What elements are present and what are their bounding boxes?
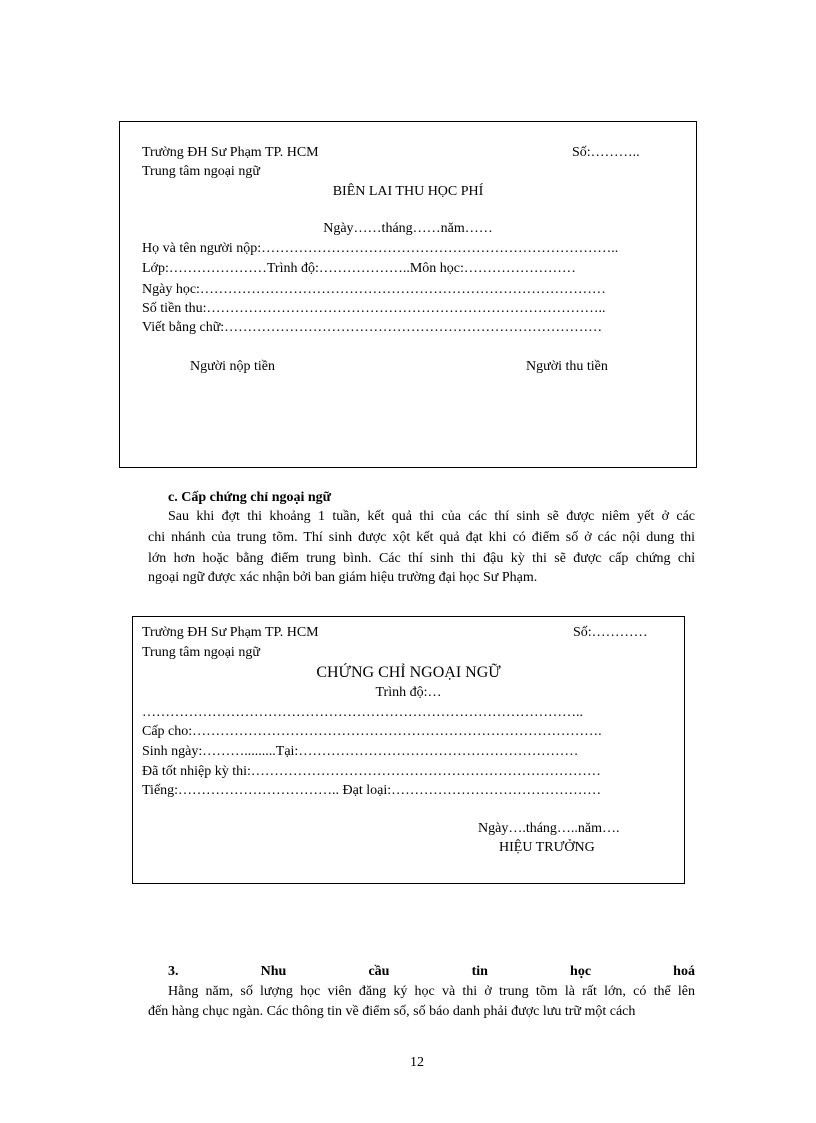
section-c-line-1: Sau khi đợt thi khoảng 1 tuần, kết quả thi của các thí sinh sẽ được niêm yết ở các — [168, 509, 695, 524]
cert-date: Ngày….tháng…..năm…. — [478, 821, 620, 836]
section-3-heading-word: cầu — [368, 964, 390, 979]
certificate-form — [132, 616, 685, 884]
receipt-field-study-date: Ngày học:…………………………………………………………………………… — [142, 282, 606, 297]
section-3-line-2: đến hàng chục ngàn. Các thông tin về điểm số, số báo danh phải được lưu trữ một cách — [148, 1004, 636, 1019]
cert-field-issued-to: Cấp cho:……………………………………………………………………………. — [142, 724, 602, 739]
receipt-title: BIÊN LAI THU HỌC PHÍ — [332, 184, 484, 199]
cert-number: Số:………… — [573, 625, 648, 640]
tuition-receipt-form — [119, 121, 697, 468]
section-3-heading-word: tin — [471, 964, 488, 979]
cert-field-birth: Sinh ngày:……….........Tại:…………………………………………………… — [142, 744, 579, 759]
section-c-line-3: lớn hơn hoặc bằng điểm trung bình. Các thí sinh thi đậu kỳ thi sẽ được cấp chứng chỉ — [148, 551, 695, 566]
section-3-heading-word: học — [570, 964, 592, 979]
cert-title: CHỨNG CHỈ NGOẠI NGỮ — [316, 664, 501, 681]
receipt-date: Ngày……tháng……năm…… — [323, 221, 493, 236]
cert-principal: HIỆU TRƯỞNG — [499, 840, 595, 855]
receipt-center: Trung tâm ngoại ngữ — [142, 164, 260, 179]
receipt-field-payer-name: Họ và tên người nộp:………………………………………………………………….. — [142, 241, 619, 256]
receipt-school: Trường ĐH Sư Phạm TP. HCM — [142, 145, 319, 160]
section-3-heading-word: Nhu — [260, 964, 287, 979]
section-3-heading-word: 3. — [168, 964, 179, 979]
section-c-line-4: ngoại ngữ được xác nhận bởi ban giám hiệu trường đại học Sư Phạm. — [148, 570, 538, 585]
receipt-collector-signature: Người thu tiền — [526, 359, 608, 374]
receipt-field-amount-words: Viết bằng chữ:……………………………………………………………………… — [142, 320, 603, 335]
receipt-payer-signature: Người nộp tiền — [190, 359, 275, 374]
cert-center: Trung tâm ngoại ngữ — [142, 645, 260, 660]
cert-level: Trình độ:… — [375, 685, 442, 700]
receipt-number: Số:……….. — [572, 145, 640, 160]
section-c-line-2: chi nhánh của trung tõm. Thí sinh được xột kết quả đạt khi có điểm số ở các nội dung thi — [148, 530, 695, 545]
page-number: 12 — [410, 1055, 424, 1070]
cert-dots-line: ………………………………………………………………………………….. — [142, 705, 583, 720]
receipt-field-class: Lớp:…………………Trình độ:………………..Môn học:…………………… — [142, 261, 576, 276]
receipt-field-amount: Số tiền thu:………………………………………………………………………….. — [142, 301, 606, 316]
cert-field-exam: Đã tốt nhiệp kỳ thi:………………………………………………………………… — [142, 764, 601, 779]
section-c-heading: c. Cấp chứng chỉ ngoại ngữ — [168, 490, 332, 505]
section-3-line-1: Hằng năm, số lượng học viên đăng ký học và thi ở trung tõm là rất lớn, có thể lên — [168, 984, 695, 999]
cert-school: Trường ĐH Sư Phạm TP. HCM — [142, 625, 319, 640]
section-3-heading-word: hoá — [673, 964, 695, 979]
cert-field-language: Tiếng:…………………………….. Đạt loại:……………………………………… — [142, 783, 602, 798]
section-3-heading — [168, 963, 695, 981]
